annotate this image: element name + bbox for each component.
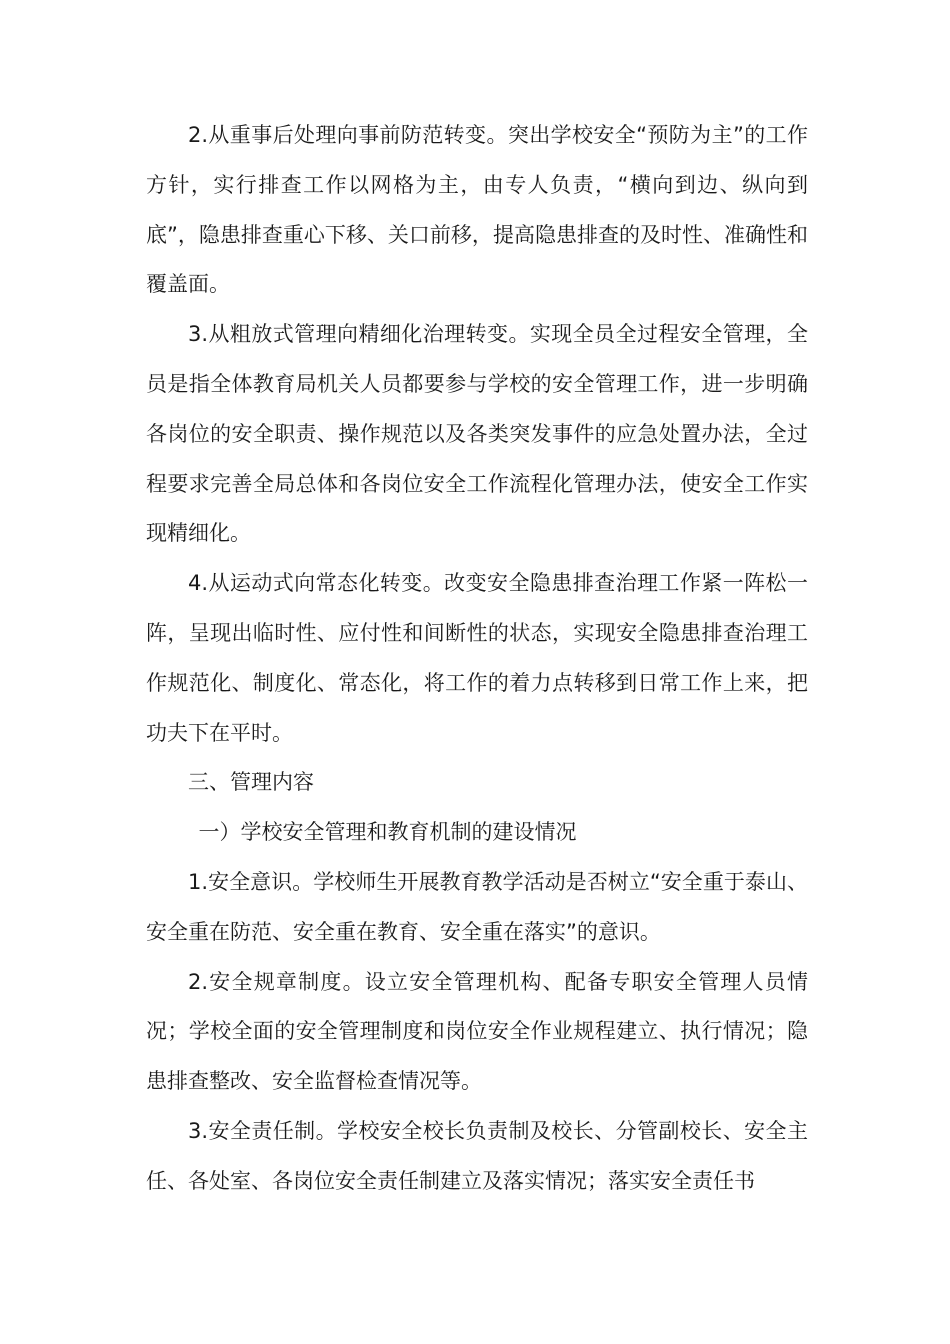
document-page — [146, 111, 808, 1207]
paragraph-prevention-shift: 2.从重事后处理向事前防范转变。突出学校安全“预防为主”的工作方针，实行排查工作以网格为主，由专人负责，“横向到边、纵向到底”，隐患排查重心下移、关口前移，提高隐患排查的及时性、准确性和覆盖面。 — [146, 123, 808, 297]
paragraph-normalization: 4.从运动式向常态化转变。改变安全隐患排查治理工作紧一阵松一阵，呈现出临时性、应付性和间断性的状态，实现安全隐患排查治理工作规范化、制度化、常态化，将工作的着力点转移到日常工作上来，把功夫下在平时。 — [146, 571, 808, 745]
item-responsibility-system: 3.安全责任制。学校安全校长负责制及校长、分管副校长、安全主任、各处室、各岗位安全责任制建立及落实情况；落实安全责任书 — [146, 1118, 808, 1193]
item-safety-awareness: 1.安全意识。学校师生开展教育教学活动是否树立“安全重于泰山、安全重在防范、安全重在教育、安全重在落实”的意识。 — [146, 869, 808, 944]
section-heading: 三、管理内容 — [188, 770, 314, 795]
subsection-heading: 一）学校安全管理和教育机制的建设情况 — [198, 820, 577, 845]
item-safety-rules: 2.安全规章制度。设立安全管理机构、配备专职安全管理人员情况；学校全面的安全管理制度和岗位安全作业规程建立、执行情况；隐患排查整改、安全监督检查情况等。 — [146, 969, 808, 1094]
paragraph-refined-management: 3.从粗放式管理向精细化治理转变。实现全员全过程安全管理，全员是指全体教育局机关人员都要参与学校的安全管理工作，进一步明确各岗位的安全职责、操作规范以及各类突发事件的应急处置办法，全过程要求完善全局总体和各岗位安全工作流程化管理办法，使安全工作实现精细化。 — [146, 322, 808, 546]
